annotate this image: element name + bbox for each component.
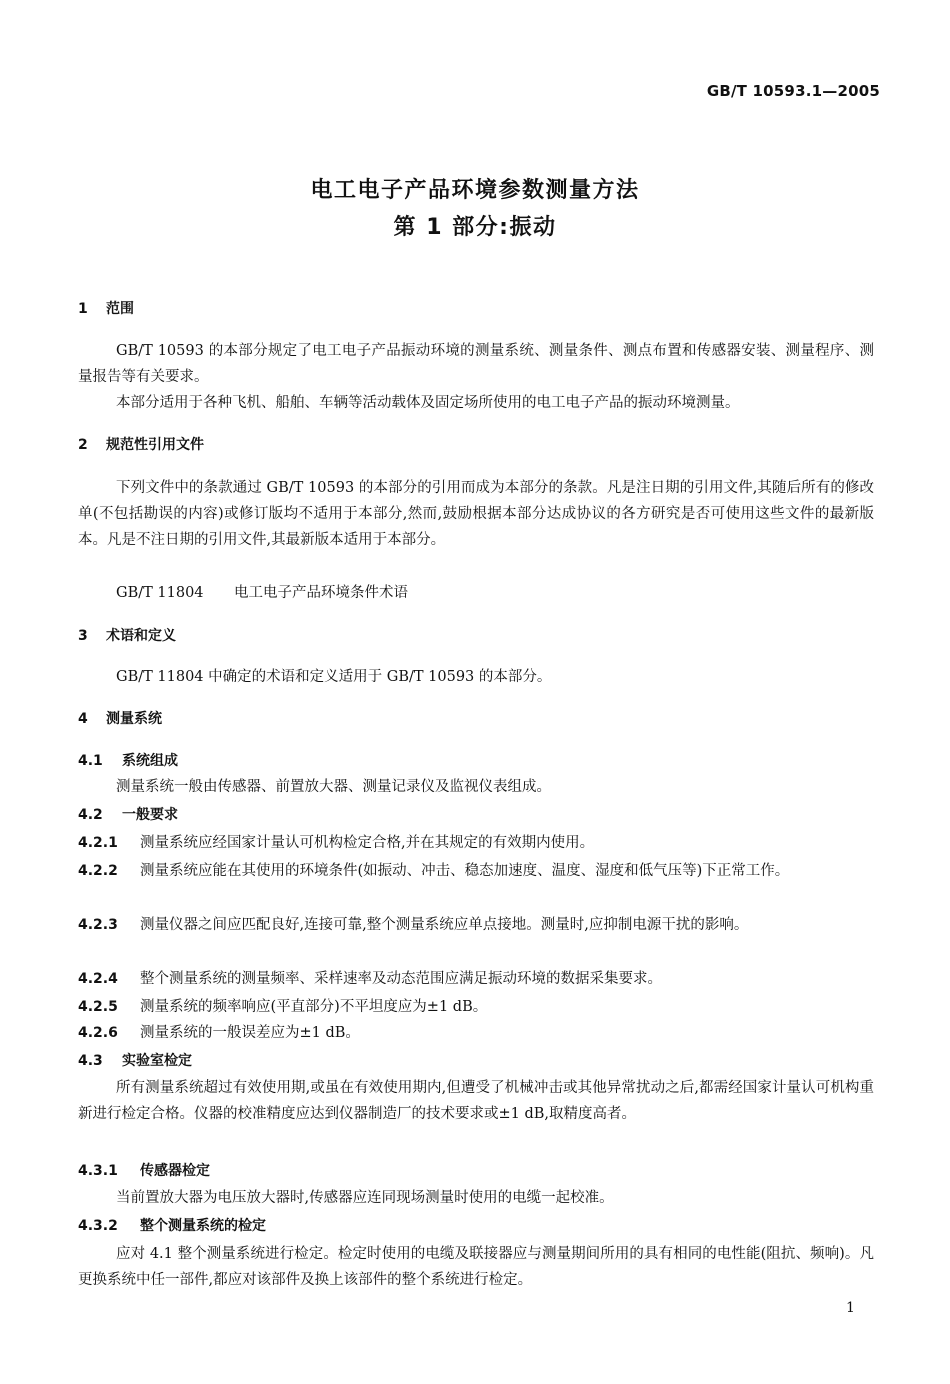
document-title: 电工电子产品环境参数测量方法	[310, 178, 640, 203]
subsection-title: 一般要求	[122, 807, 178, 823]
standard-number: GB/T 10593.1—2005	[706, 82, 880, 100]
subsection-title: 传感器检定	[140, 1163, 210, 1179]
subsection-title: 实验室检定	[122, 1053, 192, 1069]
page-number: 1	[846, 1300, 855, 1316]
subsection-number: 4.3.1	[78, 1163, 118, 1179]
section-number: 2	[78, 437, 88, 453]
section-heading-1	[78, 296, 134, 322]
clause-number: 4.2.5	[78, 999, 118, 1015]
clause-4-2-3	[78, 912, 874, 938]
section-title: 术语和定义	[106, 628, 176, 644]
lab-calibration-paragraph: 所有测量系统超过有效使用期,或虽在有效使用期内,但遭受了机械冲击或其他异常扰动之后,都需经国家计量认可机构重新进行检定合格。仪器的校准精度应达到仪器制造厂的技术要求或±1 dB,取精度高者。	[78, 1080, 874, 1122]
subsection-title: 整个测量系统的检定	[140, 1218, 266, 1234]
document-subtitle: 第 1 部分:振动	[393, 215, 557, 240]
subsection-heading-4-3	[78, 1048, 192, 1074]
scope-paragraph-2: 本部分适用于各种飞机、船舶、车辆等活动载体及固定场所使用的电工电子产品的振动环境测量。	[116, 395, 740, 411]
subsection-title: 系统组成	[122, 753, 178, 769]
sensor-calibration-paragraph: 当前置放大器为电压放大器时,传感器应连同现场测量时使用的电缆一起校准。	[116, 1190, 614, 1206]
clause-4-2-5	[78, 994, 874, 1020]
clause-number: 4.2.4	[78, 971, 118, 987]
subsection-number: 4.3	[78, 1053, 103, 1069]
section-heading-4	[78, 706, 162, 732]
clause-4-2-1	[78, 830, 874, 856]
section-number: 1	[78, 301, 88, 317]
clause-text: 测量系统应能在其使用的环境条件(如振动、冲击、稳态加速度、温度、湿度和低气压等)下正常工作。	[140, 863, 790, 879]
section-title: 测量系统	[106, 711, 162, 727]
section-number: 3	[78, 628, 88, 644]
clause-text: 测量仪器之间应匹配良好,连接可靠,整个测量系统应单点接地。测量时,应抑制电源干扰的影响。	[140, 917, 749, 933]
clause-4-2-2	[78, 858, 874, 884]
reference-title: 电工电子产品环境条件术语	[234, 585, 408, 601]
section-number: 4	[78, 711, 88, 727]
subsection-heading-4-2	[78, 802, 178, 828]
subsection-number: 4.3.2	[78, 1218, 118, 1234]
reference-code: GB/T 11804	[116, 585, 204, 601]
section-heading-3	[78, 623, 176, 649]
clause-number: 4.2.3	[78, 917, 118, 933]
subsection-heading-4-3-2	[78, 1213, 266, 1239]
clause-4-2-4	[78, 966, 874, 992]
clause-text: 测量系统的频率响应(平直部分)不平坦度应为±1 dB。	[140, 999, 488, 1015]
subsection-heading-4-3-1	[78, 1158, 210, 1184]
section-title: 规范性引用文件	[106, 437, 204, 453]
clause-text: 整个测量系统的测量频率、采样速率及动态范围应满足振动环境的数据采集要求。	[140, 971, 662, 987]
clause-number: 4.2.1	[78, 835, 118, 851]
subsection-number: 4.2	[78, 807, 103, 823]
clause-text: 测量系统应经国家计量认可机构检定合格,并在其规定的有效期内使用。	[140, 835, 595, 851]
clause-number: 4.2.6	[78, 1025, 118, 1041]
subsection-number: 4.1	[78, 753, 103, 769]
scope-paragraph-1: GB/T 10593 的本部分规定了电工电子产品振动环境的测量系统、测量条件、测点布置和传感器安装、测量程序、测量报告等有关要求。	[78, 343, 874, 385]
clause-text: 测量系统的一般误差应为±1 dB。	[140, 1025, 360, 1041]
clause-number: 4.2.2	[78, 863, 118, 879]
section-title: 范围	[106, 301, 134, 317]
system-calibration-paragraph: 应对 4.1 整个测量系统进行检定。检定时使用的电缆及联接器应与测量期间所用的具有相同的电性能(阻抗、频响)。凡更换系统中任一部件,都应对该部件及换上该部件的整个系统进行检定。	[78, 1246, 874, 1288]
section-heading-2	[78, 432, 204, 458]
references-paragraph: 下列文件中的条款通过 GB/T 10593 的本部分的引用而成为本部分的条款。凡是注日期的引用文件,其随后所有的修改单(不包括勘误的内容)或修订版均不适用于本部分,然而,鼓励根据本部分达成协议的各方研究是否可使用这些文件的最新版本。凡是不注日期的引用文件,其最新版本适用于本部分。	[78, 480, 874, 548]
reference-entry	[116, 580, 874, 606]
composition-paragraph: 测量系统一般由传感器、前置放大器、测量记录仪及监视仪表组成。	[116, 779, 551, 795]
terms-paragraph: GB/T 11804 中确定的术语和定义适用于 GB/T 10593 的本部分。	[116, 669, 552, 685]
subsection-heading-4-1	[78, 748, 178, 774]
clause-4-2-6	[78, 1020, 874, 1046]
